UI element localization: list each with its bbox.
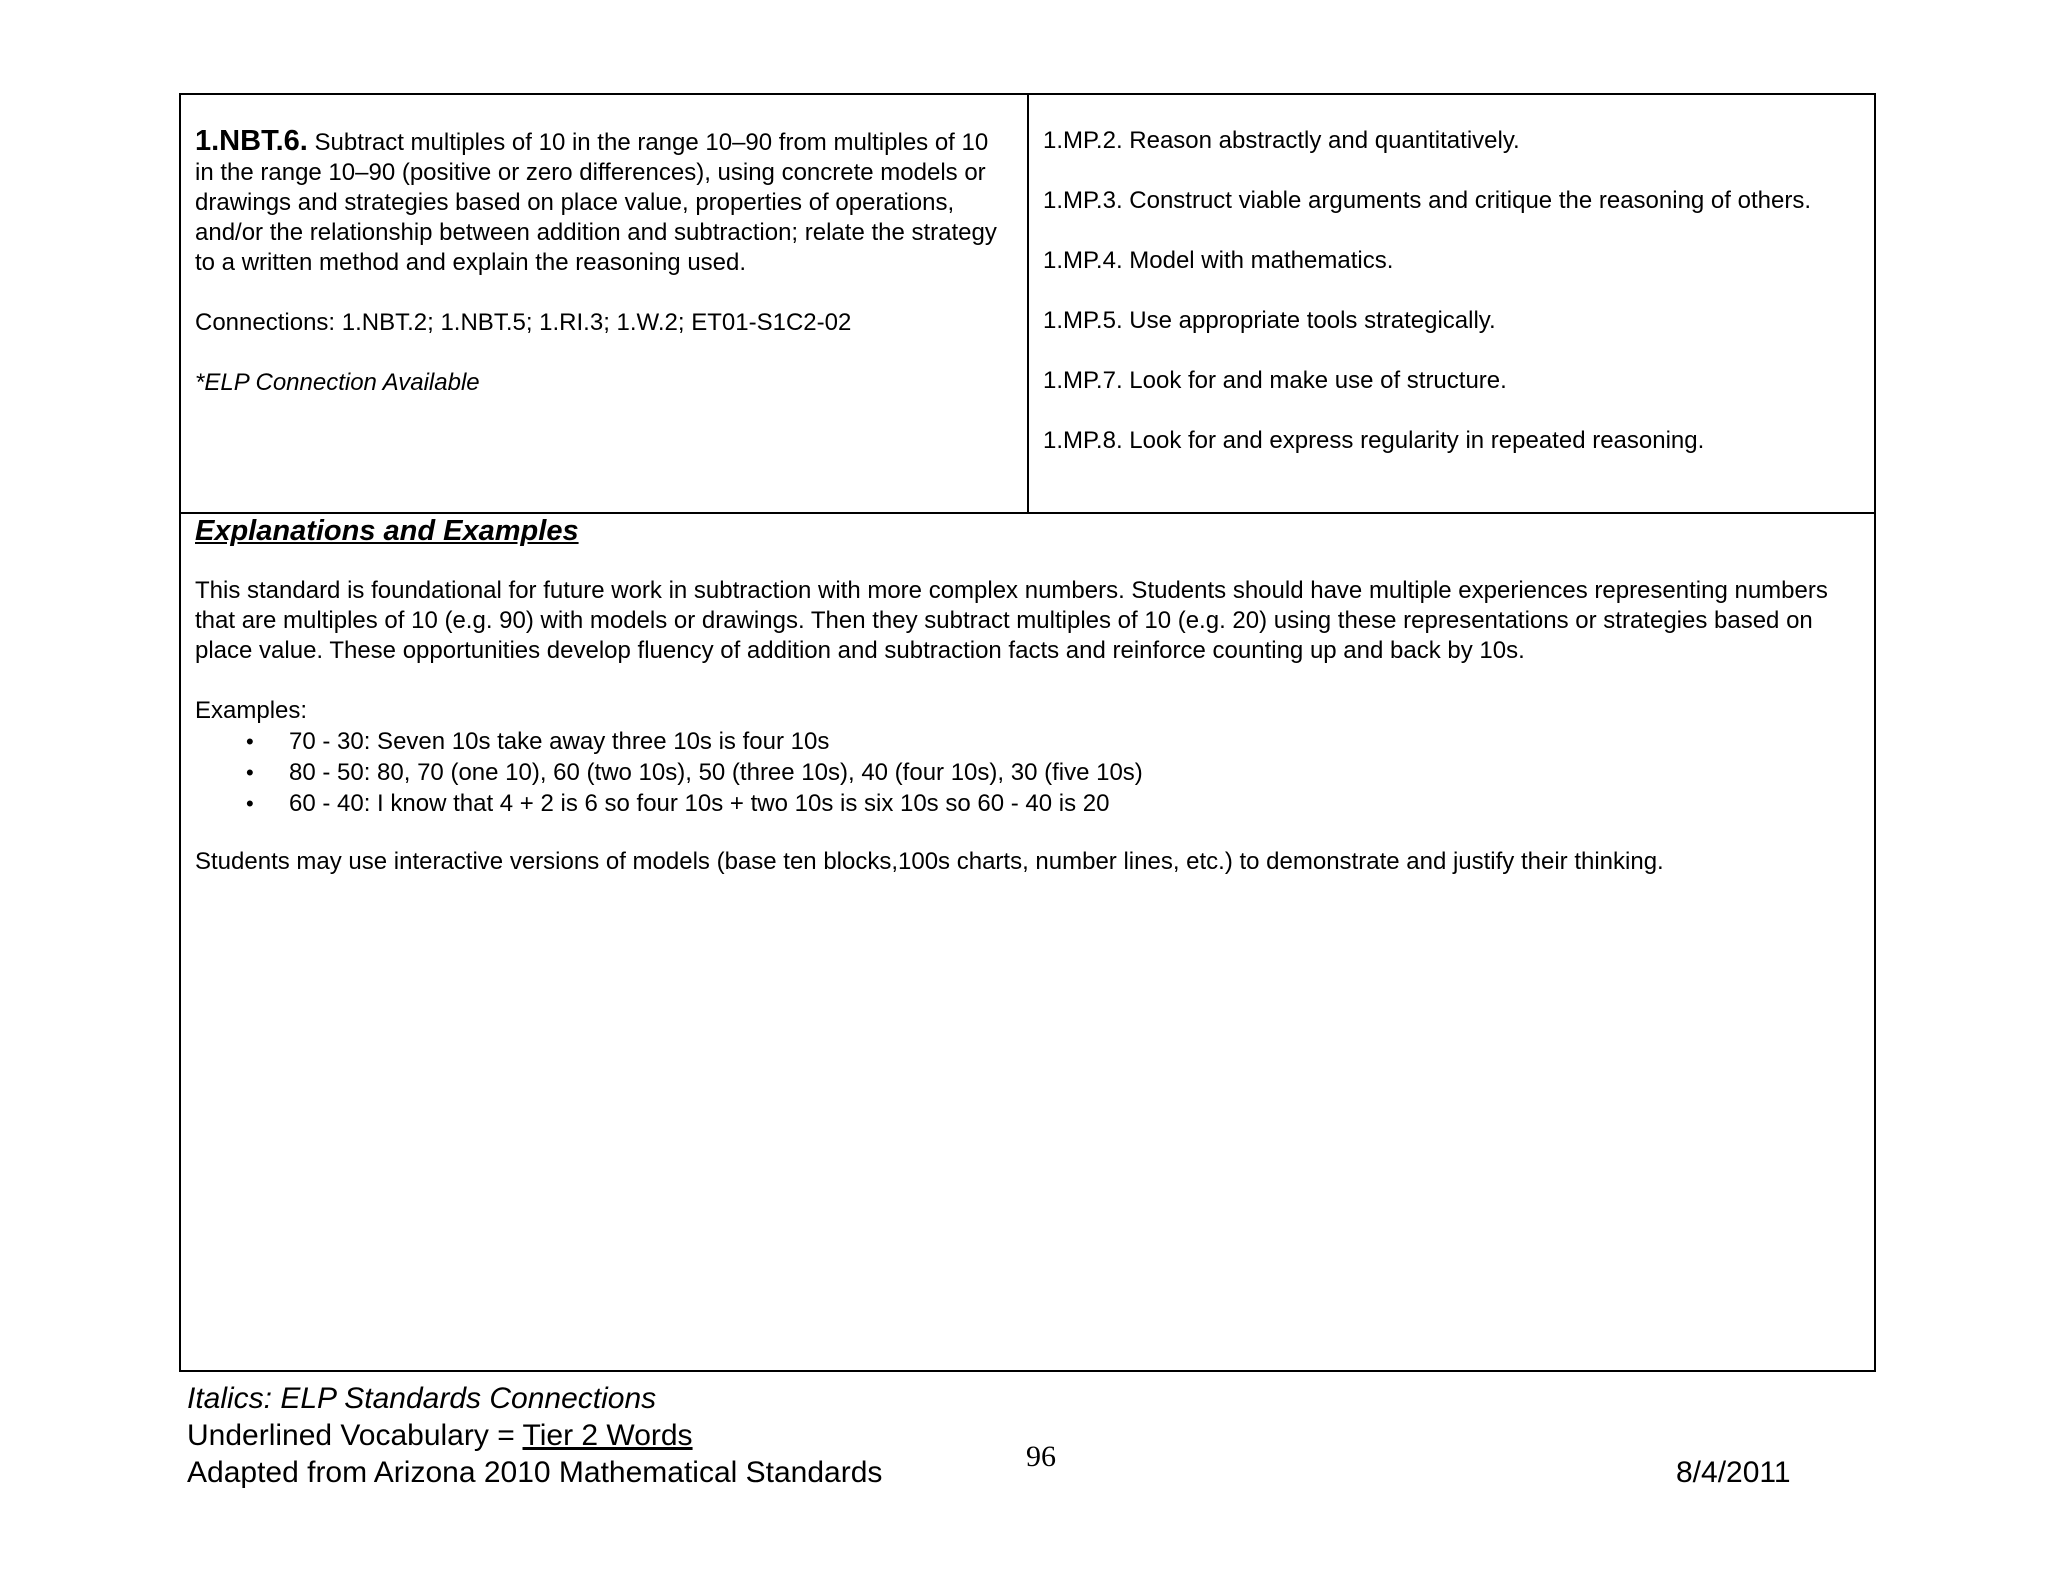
- example-item: [246, 757, 1860, 788]
- example-item: [246, 726, 1860, 757]
- practice-item: 1.MP.7. Look for and make use of structure.: [1043, 367, 1507, 394]
- standard-cell: [181, 95, 1029, 512]
- example-text: 70 - 30: Seven 10s take away three 10s is four 10s: [289, 728, 830, 755]
- practice-item: 1.MP.2. Reason abstractly and quantitatively.: [1043, 127, 1520, 154]
- practice-item: 1.MP.4. Model with mathematics.: [1043, 247, 1394, 274]
- example-text: 60 - 40: I know that 4 + 2 is 6 so four 10s + two 10s is six 10s so 60 - 40 is 20: [289, 790, 1110, 817]
- footer-vocab-prefix: Underlined Vocabulary =: [187, 1419, 523, 1452]
- page-footer: [187, 1381, 1887, 1501]
- footer-vocab-legend: [187, 1418, 693, 1454]
- standard-row: [181, 95, 1874, 514]
- practices-list: [1043, 126, 1860, 456]
- explanations-intro: This standard is foundational for future work in subtraction with more complex numbers. Students should have multiple experiences representing numbers that are multiples of 10 (e.g. 90) with models or drawings. Then they subtract multiples of 10 (e.g. 20) using these representations or strategies based on place value. These opportunities develop fluency of addition and subtraction facts and reinforce counting up and back by 10s.: [195, 577, 1828, 664]
- example-text: 80 - 50: 80, 70 (one 10), 60 (two 10s), 50 (three 10s), 40 (four 10s), 30 (five 10s): [289, 759, 1143, 786]
- example-item: [246, 788, 1860, 819]
- examples-list: [195, 726, 1860, 819]
- page-number: 96: [1026, 1440, 1056, 1473]
- practices-cell: [1029, 95, 1874, 512]
- examples-label: Examples:: [195, 697, 308, 724]
- footer-source: Adapted from Arizona 2010 Mathematical Standards: [187, 1456, 883, 1489]
- practice-item: 1.MP.3. Construct viable arguments and critique the reasoning of others.: [1043, 187, 1811, 214]
- bullet-icon: •: [246, 791, 254, 816]
- footer-vocab-underlined: Tier 2 Words: [522, 1419, 693, 1452]
- standard-description: [195, 126, 1013, 278]
- elp-connection-note: *ELP Connection Available: [195, 369, 480, 396]
- explanations-cell: [181, 514, 1874, 1370]
- standard-text: Subtract multiples of 10 in the range 10–90 from multiples of 10 in the range 10–90 (positive or zero differences), using concrete models or drawings and strategies based on place value, properties of operations, and/or the relationship between addition and subtraction; relate the strategy to a written method and explain the reasoning used.: [195, 129, 997, 276]
- footer-date: 8/4/2011: [1676, 1456, 1791, 1489]
- standard-code: 1.NBT.6.: [195, 125, 308, 157]
- bullet-icon: •: [246, 729, 254, 754]
- bullet-icon: •: [246, 760, 254, 785]
- footer-italics-legend: Italics: ELP Standards Connections: [187, 1382, 657, 1415]
- explanations-closing: Students may use interactive versions of models (base ten blocks,100s charts, number lines, etc.) to demonstrate and justify their thinking.: [195, 848, 1664, 875]
- practice-item: 1.MP.5. Use appropriate tools strategically.: [1043, 307, 1496, 334]
- practice-item: 1.MP.8. Look for and express regularity in repeated reasoning.: [1043, 427, 1705, 454]
- explanations-heading: Explanations and Examples: [195, 515, 579, 547]
- connections-text: Connections: 1.NBT.2; 1.NBT.5; 1.RI.3; 1.W.2; ET01-S1C2-02: [195, 309, 852, 336]
- standards-table: [179, 93, 1876, 1372]
